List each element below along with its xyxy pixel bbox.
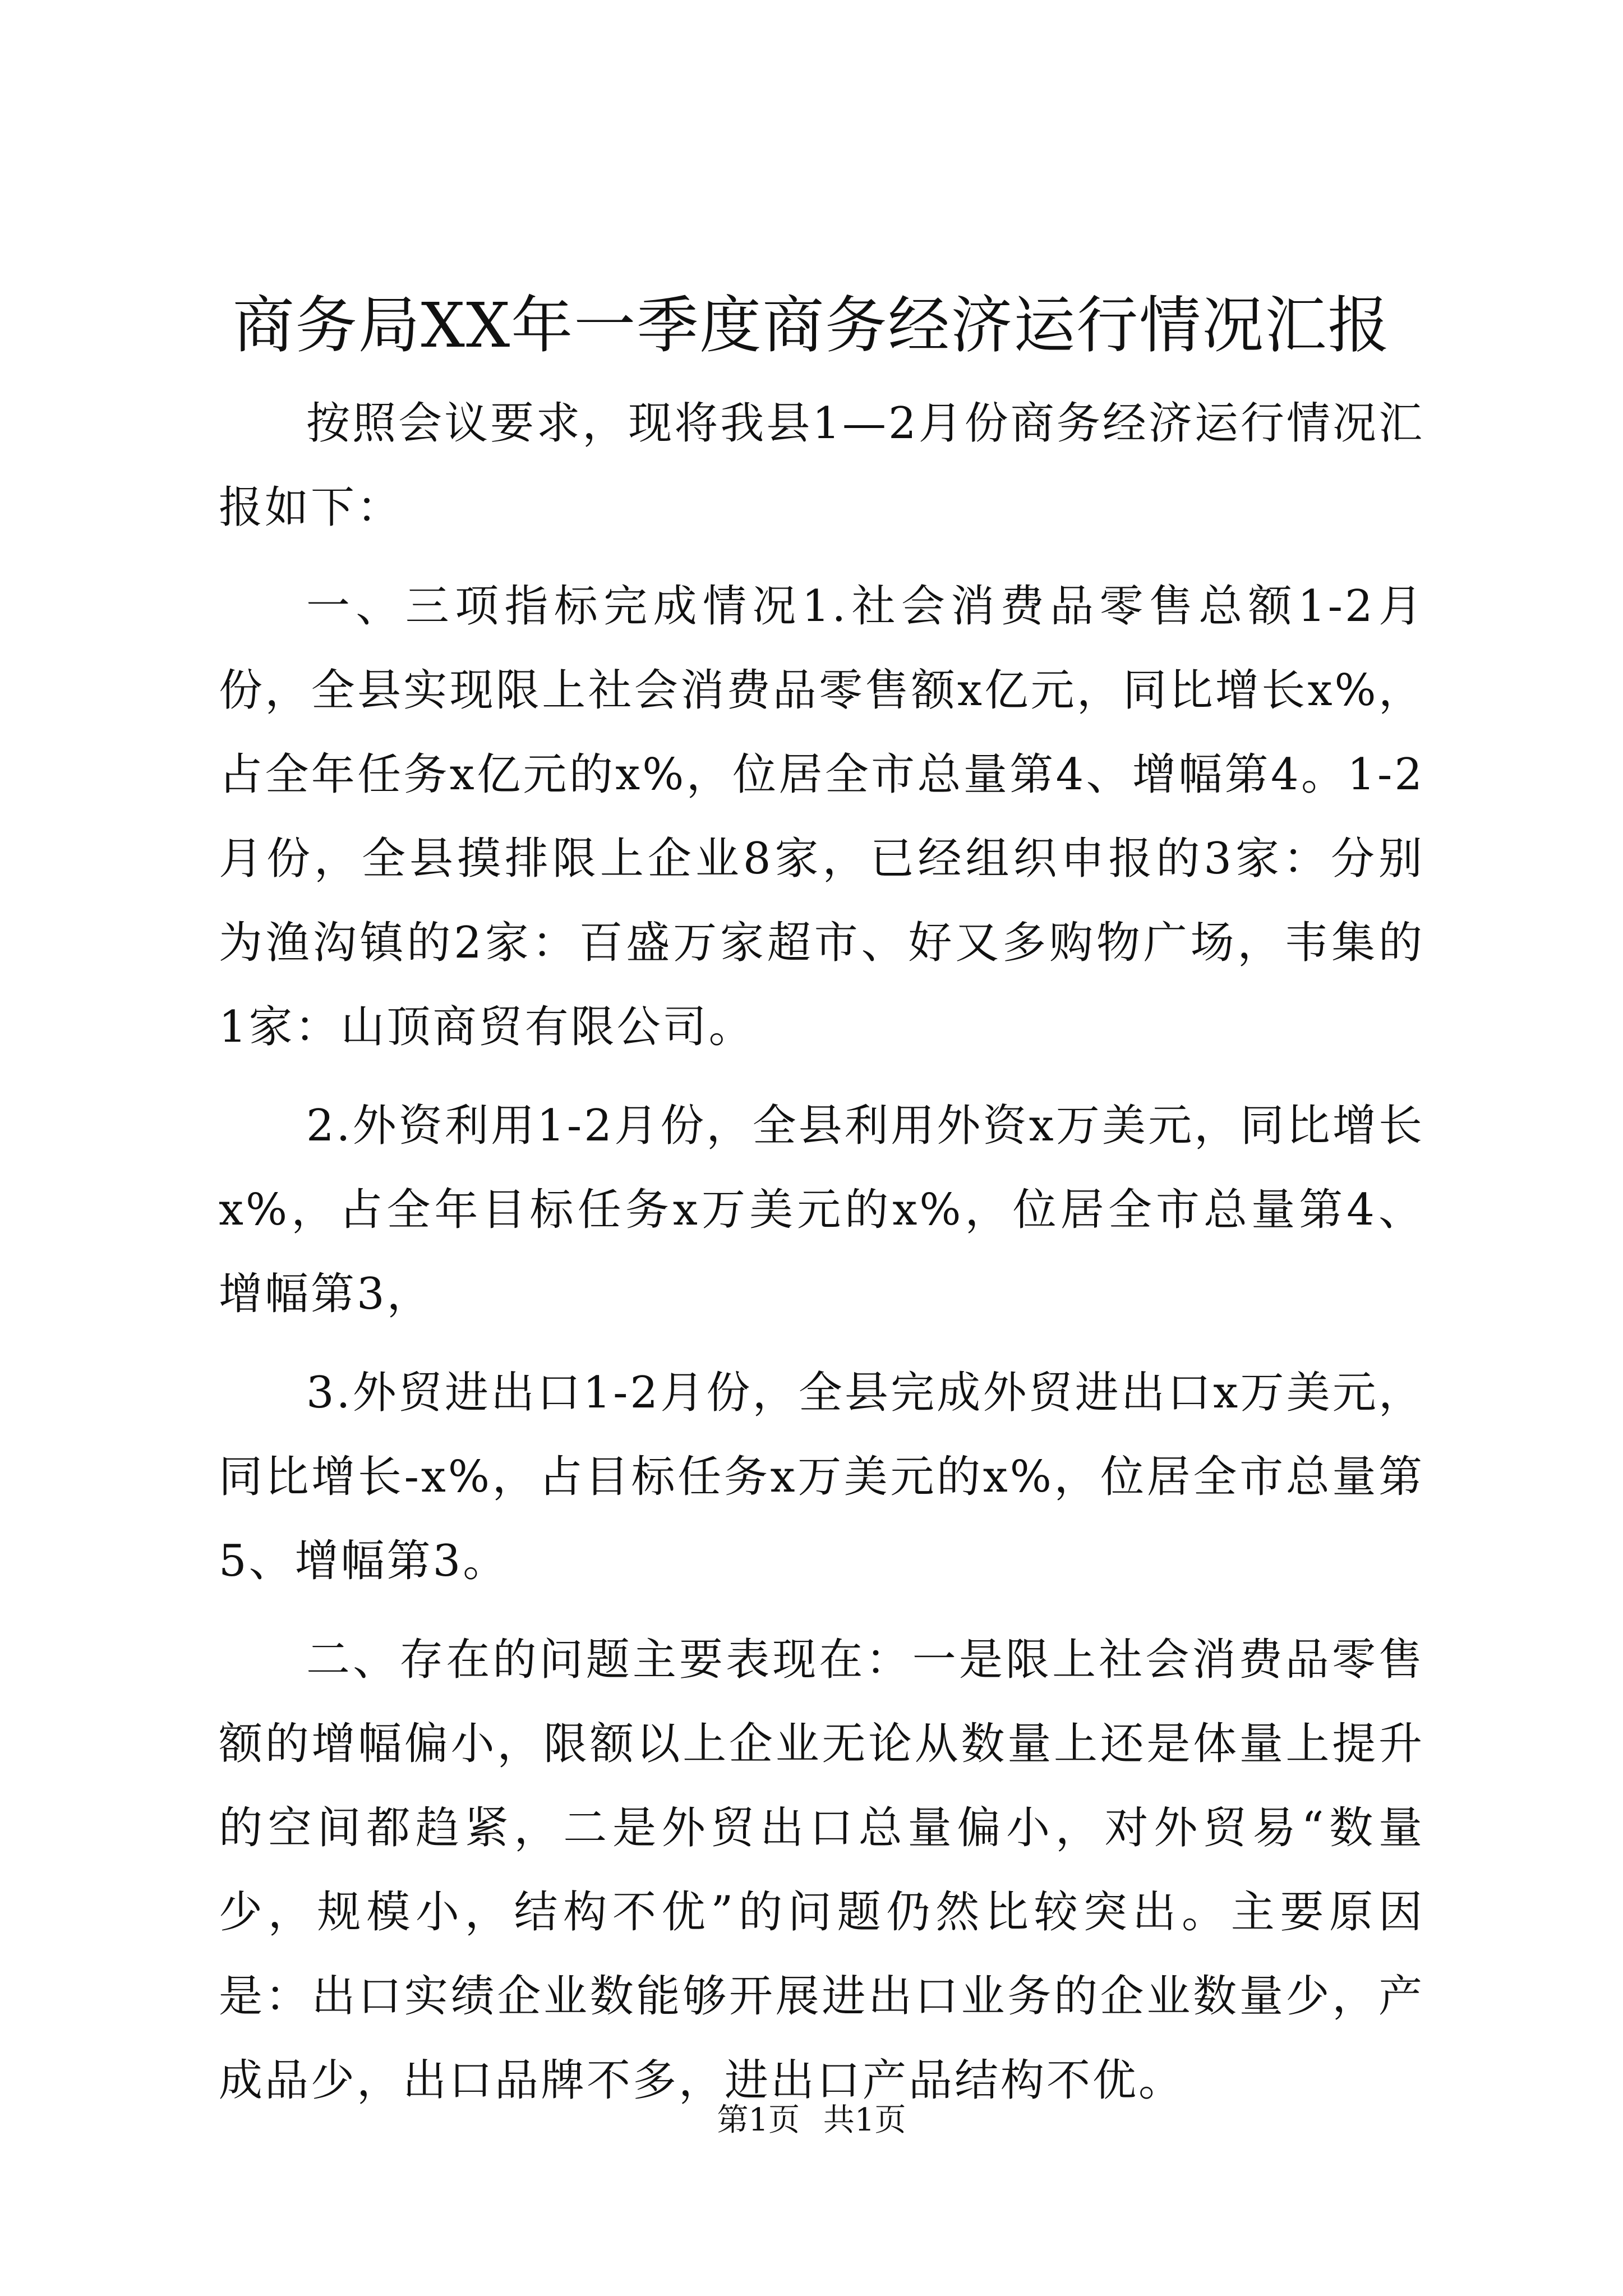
paragraph-intro: 按照会议要求，现将我县1—2月份商务经济运行情况汇报如下： (219, 398, 1424, 533)
page-footer (0, 2098, 1623, 2143)
document-body (219, 381, 1424, 2137)
paragraph-foreign-investment: 2.外资利用1-2月份，全县利用外资x万美元，同比增长x%，占全年目标任务x万美元的x%，位居全市总量第4、增幅第3， (219, 1101, 1424, 1319)
paragraph-foreign-trade: 3.外贸进出口1-2月份，全县完成外贸进出口x万美元，同比增长-x%，占目标任务x万美元的x%，位居全市总量第5、增幅第3。 (219, 1368, 1424, 1586)
paragraph-indicators: 一、三项指标完成情况1.社会消费品零售总额1-2月份，全县实现限上社会消费品零售额x亿元，同比增长x%，占全年任务x亿元的x%，位居全市总量第4、增幅第4。1-2月份，全县摸排限上企业8家，已经组织申报的3家：分别为渔沟镇的2家：百盛万家超市、好又多购物广场，韦集的1家：山顶商贸有限公司。 (219, 581, 1424, 1052)
paragraph-problems: 二、存在的问题主要表现在：一是限上社会消费品零售额的增幅偏小，限额以上企业无论从数量上还是体量上提升的空间都趋紧，二是外贸出口总量偏小，对外贸易“数量少，规模小，结构不优”的问题仍然比较突出。主要原因是：出口实绩企业数能够开展进出口业务的企业数量少，产成品少，出口品牌不多，进出口产品结构不优。 (219, 1635, 1424, 2106)
document-title: 商务局XX年一季度商务经济运行情况汇报 (232, 289, 1391, 361)
page-number: 第1页 (717, 2102, 800, 2138)
page-total: 共1页 (823, 2102, 906, 2138)
